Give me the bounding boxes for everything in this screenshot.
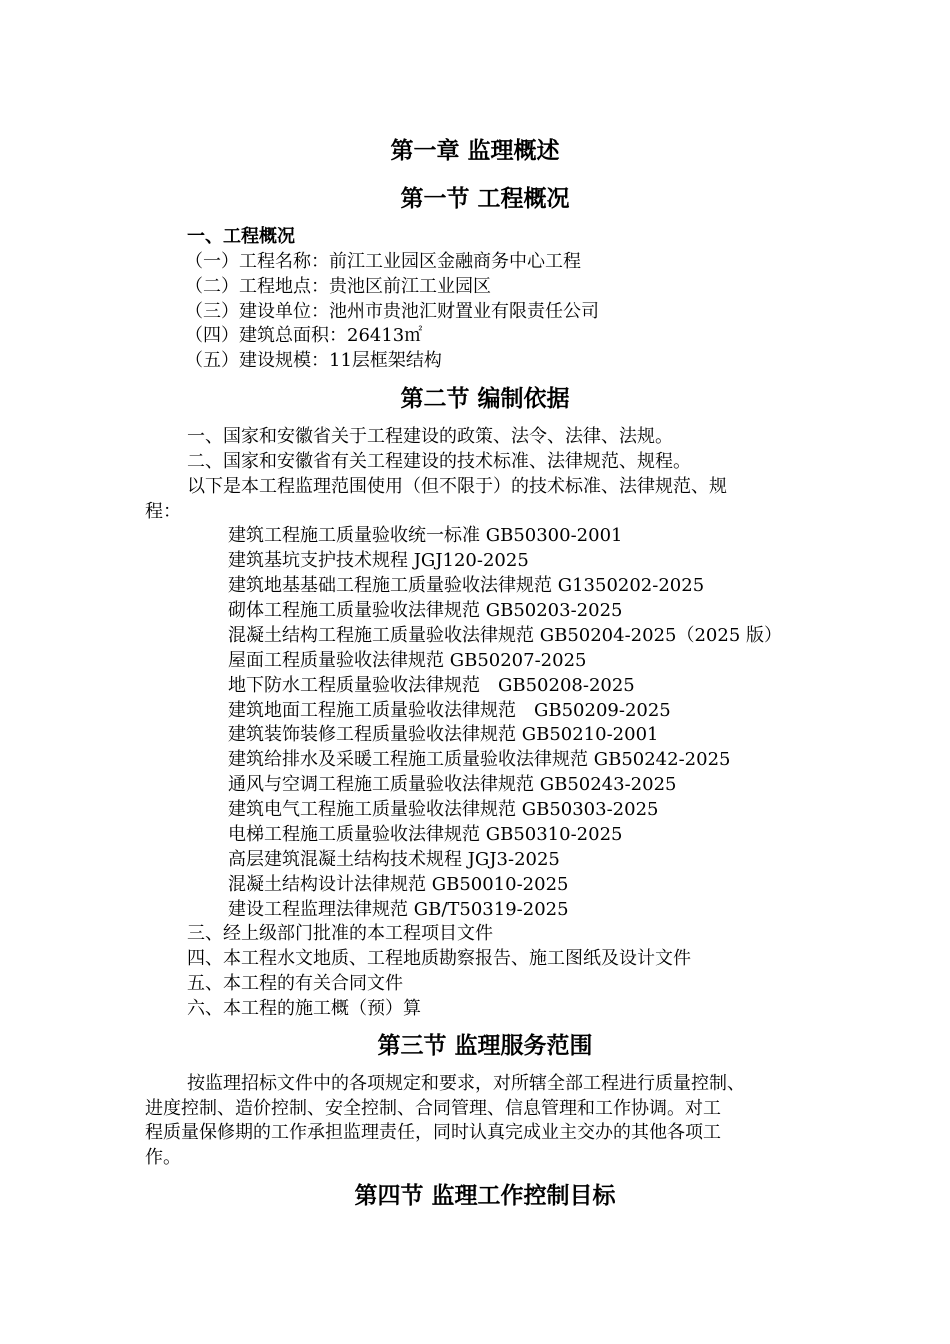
basis-paragraph: 以下是本工程监理范围使用（但不限于）的技术标准、法律规范、规 (187, 476, 727, 497)
standard-item: 通风与空调工程施工质量验收法律规范 GB50243-2025 (228, 774, 677, 795)
basis-item: 五、本工程的有关合同文件 (187, 973, 403, 994)
basis-paragraph: 二、国家和安徽省有关工程建设的技术标准、法律规范、规程。 (187, 451, 691, 472)
section-1-subheading: 一、工程概况 (187, 226, 295, 247)
scope-paragraph-line: 程质量保修期的工作承担监理责任，同时认真完成业主交办的其他各项工 (145, 1122, 721, 1143)
standard-item: 地下防水工程质量验收法律规范 GB50208-2025 (228, 675, 635, 696)
scope-paragraph-line: 作。 (145, 1147, 181, 1168)
standard-item: 建筑地基基础工程施工质量验收法律规范 G1350202-2025 (228, 575, 705, 596)
standard-item: 砌体工程施工质量验收法律规范 GB50203-2025 (228, 600, 623, 621)
basis-paragraph-continued: 程： (145, 501, 181, 522)
standard-item: 建设工程监理法律规范 GB/T50319-2025 (228, 899, 569, 920)
project-item: （三）建设单位：池州市贵池汇财置业有限责任公司 (185, 301, 599, 322)
section-3-title: 第三节 监理服务范围 (377, 1033, 593, 1059)
project-item: （一）工程名称：前江工业园区金融商务中心工程 (185, 251, 581, 272)
basis-paragraph: 一、国家和安徽省关于工程建设的政策、法令、法律、法规。 (187, 426, 673, 447)
chapter-title: 第一章 监理概述 (390, 138, 560, 164)
standard-item: 建筑工程施工质量验收统一标准 GB50300-2001 (228, 525, 623, 546)
section-1-title: 第一节 工程概况 (400, 186, 570, 212)
basis-item: 六、本工程的施工概（预）算 (187, 998, 421, 1019)
standard-item: 混凝土结构设计法律规范 GB50010-2025 (228, 874, 569, 895)
standard-item: 高层建筑混凝土结构技术规程 JGJ3-2025 (228, 849, 560, 870)
standard-item: 电梯工程施工质量验收法律规范 GB50310-2025 (228, 824, 623, 845)
basis-item: 三、经上级部门批准的本工程项目文件 (187, 923, 493, 944)
standard-item: 建筑地面工程施工质量验收法律规范 GB50209-2025 (228, 700, 671, 721)
standard-item: 建筑装饰装修工程质量验收法律规范 GB50210-2001 (228, 724, 659, 745)
standard-item: 屋面工程质量验收法律规范 GB50207-2025 (228, 650, 587, 671)
section-2-title: 第二节 编制依据 (400, 386, 570, 412)
standard-item: 建筑给排水及采暖工程施工质量验收法律规范 GB50242-2025 (228, 749, 731, 770)
project-item: （四）建筑总面积：26413㎡ (185, 325, 423, 346)
section-4-title: 第四节 监理工作控制目标 (354, 1183, 616, 1209)
scope-paragraph-line: 进度控制、造价控制、安全控制、合同管理、信息管理和工作协调。对工 (145, 1098, 721, 1119)
basis-item: 四、本工程水文地质、工程地质勘察报告、施工图纸及设计文件 (187, 948, 691, 969)
project-item: （二）工程地点：贵池区前江工业园区 (185, 276, 491, 297)
standard-item: 混凝土结构工程施工质量验收法律规范 GB50204-2025（2025 版） (228, 625, 783, 646)
standard-item: 建筑电气工程施工质量验收法律规范 GB50303-2025 (228, 799, 659, 820)
standard-item: 建筑基坑支护技术规程 JGJ120-2025 (228, 550, 529, 571)
project-item: （五）建设规模：11层框架结构 (185, 350, 442, 371)
scope-paragraph-line: 按监理招标文件中的各项规定和要求，对所辖全部工程进行质量控制、 (187, 1073, 745, 1094)
